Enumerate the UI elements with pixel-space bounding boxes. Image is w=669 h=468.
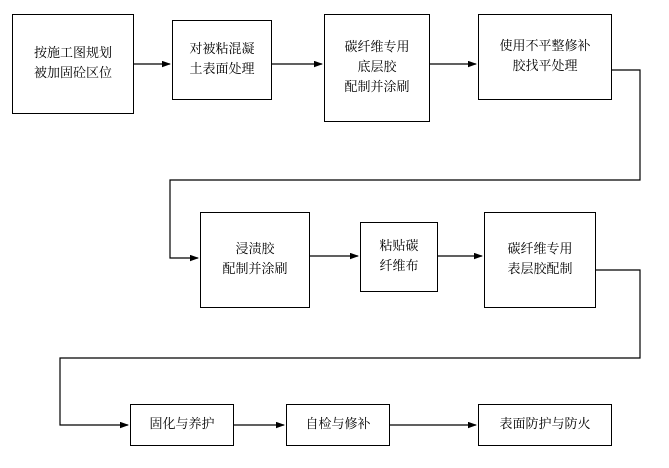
node-line: 表层胶配制 [507, 262, 573, 277]
flow-node-curing[interactable] [130, 404, 234, 446]
flow-node-self-inspection[interactable] [286, 404, 390, 446]
node-line: 纤维布 [379, 259, 419, 274]
flow-node-topcoat-mix[interactable] [484, 212, 596, 308]
flow-node-surface-protection[interactable] [478, 404, 612, 446]
node-line: 按施工图规划 [33, 46, 112, 61]
flow-node-saturant-coat[interactable] [200, 212, 310, 308]
flow-node-bond-fiber-cloth[interactable] [360, 222, 438, 292]
node-line: 固化与养护 [149, 417, 215, 432]
node-line: 底层胶 [357, 60, 397, 75]
flow-node-plan-area[interactable] [12, 14, 134, 114]
node-line: 表面防护与防火 [499, 417, 591, 432]
node-line: 胶找平处理 [512, 59, 578, 74]
flow-node-primer-coat[interactable] [324, 14, 430, 122]
node-line: 使用不平整修补 [499, 39, 591, 54]
node-line: 浸渍胶 [235, 242, 275, 257]
node-line: 对被粘混凝 [189, 42, 255, 57]
flow-node-surface-treatment[interactable] [172, 20, 272, 100]
node-line: 碳纤维专用 [507, 242, 573, 257]
node-line: 碳纤维专用 [344, 40, 410, 55]
flow-node-leveling-repair[interactable] [478, 14, 612, 100]
node-line: 自检与修补 [305, 417, 371, 432]
node-line: 配制并涂刷 [344, 80, 410, 95]
node-line: 被加固砼区位 [33, 66, 112, 81]
node-line: 土表面处理 [189, 62, 255, 77]
node-line: 配制并涂刷 [222, 262, 288, 277]
node-line: 粘贴碳 [379, 239, 419, 254]
